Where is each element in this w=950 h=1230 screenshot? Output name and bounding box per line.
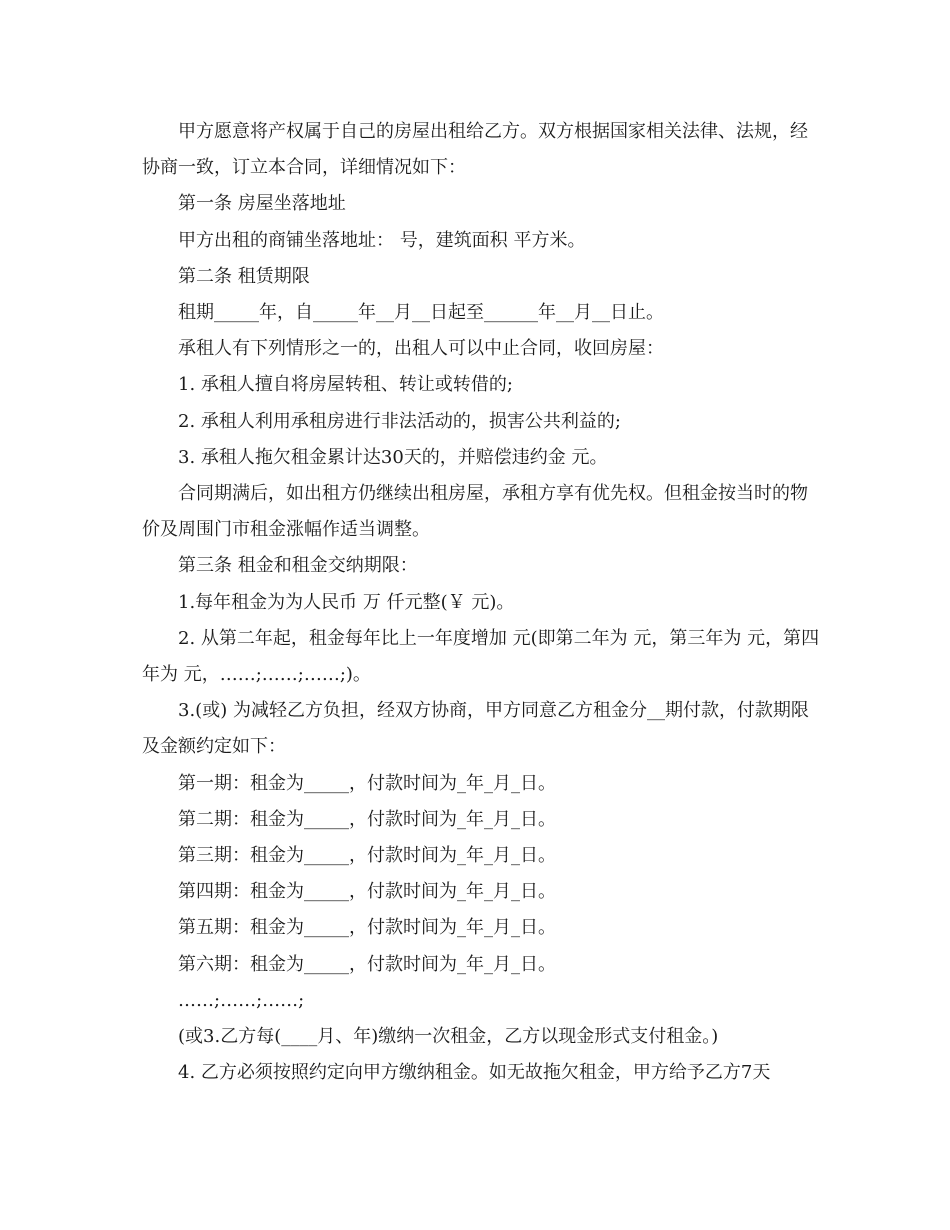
termination-item-2: 2. 承租人利用承租房进行非法活动的，损害公共利益的; bbox=[178, 410, 621, 432]
renewal-paragraph: 合同期满后，如出租方仍继续出租房屋，承租方享有优先权。但租金按当时的物价及周围门市租金涨幅作适当调整。 bbox=[142, 483, 808, 541]
rent-item-1: 1.每年租金为为人民币 万 仟元整(￥ 元)。 bbox=[178, 591, 515, 613]
installment-5: 第五期：租金为_____，付款时间为_年_月_日。 bbox=[178, 917, 556, 939]
installment-6: 第六期：租金为_____，付款时间为_年_月_日。 bbox=[178, 953, 556, 975]
lease-term-line: 租期_____年，自_____年__月__日起至______年__月__日止。 bbox=[178, 302, 664, 324]
installment-4: 第四期：租金为_____，付款时间为_年_月_日。 bbox=[178, 881, 556, 903]
article-3-heading: 第三条 租金和租金交纳期限： bbox=[178, 555, 418, 577]
document-body bbox=[142, 114, 822, 1091]
installment-3: 第三期：租金为_____，付款时间为_年_月_日。 bbox=[178, 845, 556, 867]
installment-2: 第二期：租金为_____，付款时间为_年_月_日。 bbox=[178, 808, 556, 830]
termination-intro: 承租人有下列情形之一的，出租人可以中止合同，收回房屋： bbox=[178, 338, 664, 360]
article-1-heading: 第一条 房屋坐落地址 bbox=[178, 193, 346, 215]
termination-item-1: 1. 承租人擅自将房屋转租、转让或转借的; bbox=[178, 374, 513, 396]
installment-1: 第一期：租金为_____，付款时间为_年_月_日。 bbox=[178, 772, 556, 794]
rent-item-4: 4. 乙方必须按照约定向甲方缴纳租金。如无故拖欠租金，甲方给予乙方7天 bbox=[178, 1062, 771, 1084]
article-2-heading: 第二条 租赁期限 bbox=[178, 265, 310, 287]
termination-item-3: 3. 承租人拖欠租金累计达30天的，并赔偿违约金 元。 bbox=[178, 446, 608, 468]
installment-ellipsis: ……;……;……; bbox=[178, 989, 305, 1011]
rent-item-2: 2. 从第二年起，租金每年比上一年度增加 元(即第二年为 元，第三年为 元，第四年为 元，……;……;……;)。 bbox=[142, 627, 820, 686]
address-line: 甲方出租的商铺坐落地址： 号，建筑面积 平方米。 bbox=[178, 229, 586, 251]
rent-item-3-alt: (或3.乙方每(____月、年)缴纳一次租金，乙方以现金形式支付租金。) bbox=[178, 1026, 719, 1048]
rent-item-3: 3.(或) 为减轻乙方负担，经双方协商，甲方同意乙方租金分__期付款，付款期限及金额约定如下： bbox=[142, 700, 809, 758]
intro-paragraph: 甲方愿意将产权属于自己的房屋出租给乙方。双方根据国家相关法律、法规，经协商一致，订立本合同，详细情况如下： bbox=[142, 121, 808, 179]
